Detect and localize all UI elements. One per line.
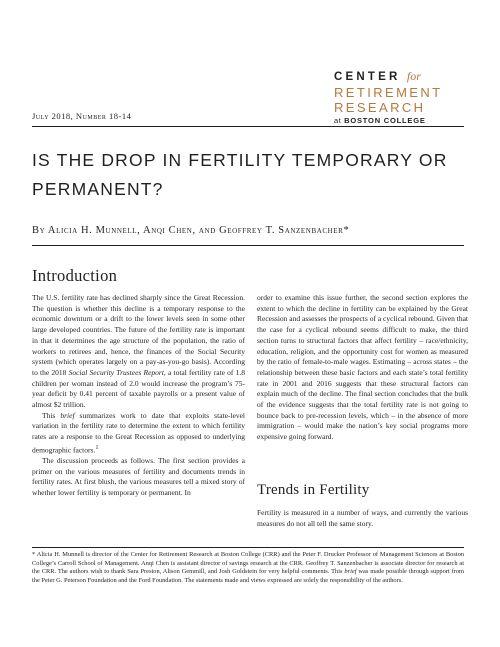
- intro-paragraph-1: The U.S. fertility rate has declined sharply since the Great Recession. The question is whether this decline is a temporary response to the economic downturn or a drift to the lower levels seen in some other large developed countries. The future of the fertility rate is important in that it determines the age structure of the population, the ratio of workers to retirees and, hence, the finances of the Social Security system (which operates largely on a pay-as-you-go basis). According to the 2018 Social Security Trustees Report, a total fertility rate of 1.8 children per woman instead of 2.0 would increase the program’s 75-year deficit by 0.41 percent of taxable payrolls or a present value of almost $2 trillion.: [32, 293, 245, 410]
- intro-paragraph-2: This brief summarizes work to date that exploits state-level variation in the fertility rate to determine the extent to which fertility rates are a response to the Great Recession as opposed to underlying demographic factors.$^1$: [32, 410, 246, 455]
- trends-body: [257, 508, 468, 529]
- logo-line-retirement: RETIREMENT: [334, 84, 443, 100]
- author-line: By Alicia H. Munnell, Anqi Chen, and Geoffrey T. Sanzenbacher*: [32, 225, 350, 236]
- column-right: [257, 293, 468, 443]
- brief-title: IS THE DROP IN FERTILITY TEMPORARY OR PERMANENT?: [32, 150, 448, 199]
- trends-paragraph-1: Fertility is measured in a number of ways, and currently the various measures do not all tell the same story.: [257, 508, 468, 528]
- column-left: [32, 293, 245, 499]
- intro-paragraph-4: order to examine this issue further, the second section explores the extent to which the decline in fertility can be explained by the Great Recession and assesses the prospects of a cyclical rebound. Given that the case for a cyclical rebound seems difficult to make, the third section turns to structural factors that affect fertility – race/ethnicity, education, religion, and the opportunity cost for women as measured by the ratio of female-to-male wages. Estimating – across states – the relationship between these basic factors and each state’s total fertility rate in 2001 and 2016 suggests that these structural factors can explain much of the decline. The final section concludes that the bulk of the evidence suggests that the total fertility rate is not going to bounce back to pre-recession levels, which – in the absence of more immigration – would make the nation’s key social programs more expensive going forward.: [257, 293, 468, 442]
- author-divider: [32, 245, 464, 246]
- intro-paragraph-3: The discussion proceeds as follows. The first section provides a primer on the various measures of fertility and documents trends in fertility rates. At first blush, the various measures tell a mixed story of whether lower fertility is temporary or permanent. In: [32, 456, 245, 498]
- logo-line-boston-college: at BOSTON COLLEGE: [334, 115, 426, 125]
- trends-heading: Trends in Fertility: [257, 482, 370, 498]
- author-footnote: * Alicia H. Munnell is director of the Center for Retirement Research at Boston College (CRR) and the Peter F. Drucker Professor of Management Sciences at Boston College’s Carroll School of Management. Anqi Chen is assistant director of savings research at the CRR. Geoffrey T. Sanzenbacher is associate director for research at the CRR. The authors wish to thank Sara Preston, Alison Gemmill, and Josh Goldstein for very helpful comments. This brief was made possible through support from the Peter G. Peterson Foundation and the Ford Foundation. The statements made and views expressed are solely the responsibility of the authors.: [32, 551, 464, 584]
- issue-line: July 2018, Number 18-14: [32, 111, 132, 121]
- top-divider: [32, 126, 464, 127]
- crr-logo: [334, 70, 464, 124]
- footnote-divider: [32, 547, 464, 548]
- introduction-heading: Introduction: [32, 266, 118, 285]
- footnote-marker: 1: [95, 443, 99, 451]
- logo-line-research: RESEARCH: [334, 99, 426, 115]
- logo-line-center: CENTER for: [334, 69, 421, 83]
